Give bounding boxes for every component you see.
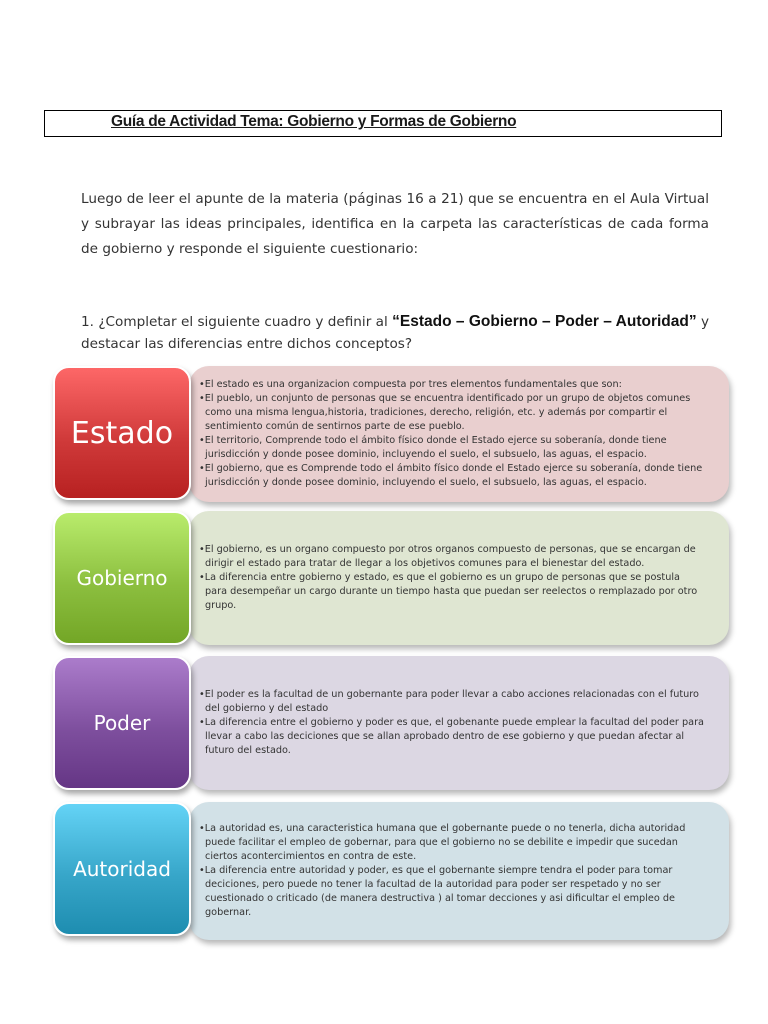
bullet: • La diferencia entre gobierno y estado, es que el gobierno es un grupo de personas que se postula para desempeñar un cargo durante un tiempo hasta que puedan ser reelectos o remplazado por otro grupo.: [199, 571, 705, 613]
bullet: • El gobierno, que es Comprende todo el ámbito físico donde el Estado ejerce su soberanía, donde tiene jurisdicción y donde posee dominio, incluyendo el suelo, el subsuelo, las aguas, el espacio.: [199, 462, 705, 490]
bullet: • El poder es la facultad de un gobernante para poder llevar a cabo acciones relacionadas con el futuro del gobierno y del estado: [199, 688, 705, 716]
concept-label: Poder: [93, 711, 151, 735]
concept-row-poder: [53, 656, 729, 790]
bullet: • La diferencia entre autoridad y poder, es que el gobernante siempre tendra el poder para tomar deciciones, pero puede no tener la facultad de la autoridad para poder ser respetado y no ser cuestionado o criticado (de manera destructiva ) al tomar decciones y asi dificultar el empleo de gobernar.: [199, 864, 705, 920]
concept-row-autoridad: [53, 802, 729, 940]
concept-row-gobierno: [53, 511, 729, 645]
bullet: • El pueblo, un conjunto de personas que se encuentra identificado por un grupo de objetos comunes como una misma lengua,historia, tradiciones, derecho, religión, etc. y además por compartir el sentimiento común de sentirnos parte de ese pueblo.: [199, 392, 705, 434]
bullet: • La autoridad es, una caracteristica humana que el gobernante puede o no tenerla, dicha autoridad puede facilitar el empleo de gobernar, para que el gobierno no se debilite e impedir que sucedan ciertos acontercimientos en contra de este.: [199, 822, 705, 864]
concept-description-gobierno: [189, 511, 729, 645]
question-1: [81, 311, 709, 355]
concept-label: Gobierno: [76, 566, 168, 590]
bullet: • El gobierno, es un organo compuesto por otros organos compuesto de personas, que se encargan de dirigir el estado para tratar de llegar a los objetivos comunes para el bienestar del estado.: [199, 543, 705, 571]
question-prefix: 1. ¿Completar el siguiente cuadro y definir al: [81, 314, 393, 330]
concept-label: Autoridad: [73, 857, 171, 881]
title-box: [44, 110, 722, 137]
concept-description-poder: [189, 656, 729, 790]
question-suffix: y destacar las diferencias entre dichos conceptos?: [81, 314, 709, 352]
concept-label: Estado: [70, 415, 174, 451]
concept-block-estado: [53, 366, 191, 500]
bullet: • La diferencia entre el gobierno y poder es que, el gobenante puede emplear la facultad del poder para llevar a cabo las deciciones que se allan aprobado dentro de ese gobierno y que puedan afectar al futuro del estado.: [199, 716, 705, 758]
concept-description-estado: [189, 366, 729, 502]
concept-block-gobierno: [53, 511, 191, 645]
intro-paragraph: Luego de leer el apunte de la materia (páginas 16 a 21) que se encuentra en el Aula Virtual y subrayar las ideas principales, identifica en la carpeta las características de cada forma de gobierno y responde el siguiente cuestionario:: [81, 191, 709, 257]
bullet: • El estado es una organizacion compuesta por tres elementos fundamentales que son:: [199, 378, 705, 392]
concept-row-estado: [53, 366, 729, 502]
concept-block-poder: [53, 656, 191, 790]
page-title: Guía de Actividad Tema: Gobierno y Formas de Gobierno: [111, 113, 517, 130]
concept-description-autoridad: [189, 802, 729, 940]
question-bold-terms: “Estado – Gobierno – Poder – Autoridad”: [392, 313, 697, 330]
concept-block-autoridad: [53, 802, 191, 936]
bullet: • El territorio, Comprende todo el ámbito físico donde el Estado ejerce su soberanía, donde tiene jurisdicción y donde posee dominio, incluyendo el suelo, el subsuelo, las aguas, el espacio.: [199, 434, 705, 462]
